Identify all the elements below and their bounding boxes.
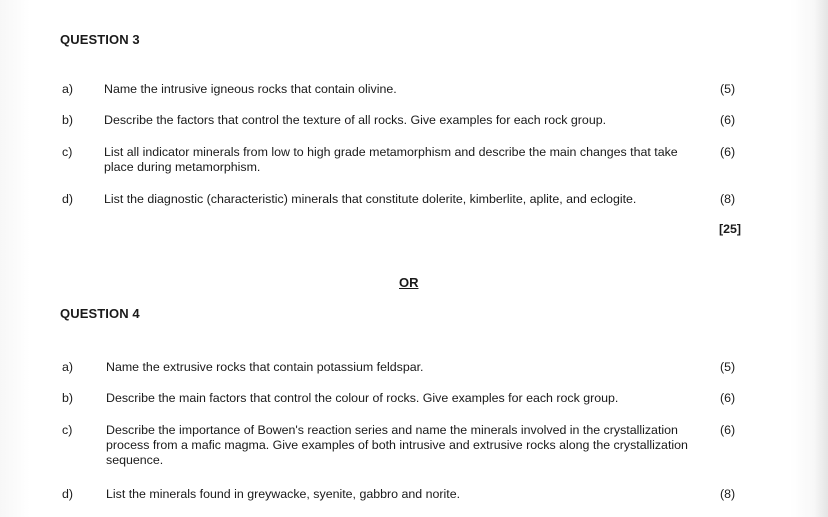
- q3-item-b-mark: (6): [720, 113, 736, 127]
- q4-item-a-mark: (5): [720, 360, 736, 374]
- q3-item-c-text: List all indicator minerals from low to high grade metamorphism and describe the main changes that take place during metamorphism.: [104, 145, 678, 174]
- page-edge-shadow: [814, 0, 828, 517]
- q4-item-c-letter: c): [62, 423, 73, 437]
- question-3-title: QUESTION 3: [60, 32, 140, 47]
- q3-item-a-mark: (5): [720, 82, 736, 96]
- q4-item-a-text: Name the extrusive rocks that contain potassium feldspar.: [106, 360, 424, 374]
- q4-item-b-mark: (6): [720, 391, 736, 405]
- q3-item-d-text: List the diagnostic (characteristic) minerals that constitute dolerite, kimberlite, aplite, and eclogite.: [104, 192, 637, 206]
- q4-item-b-letter: b): [62, 391, 74, 405]
- or-separator: OR: [399, 275, 419, 290]
- q3-item-b-letter: b): [62, 113, 74, 127]
- q3-item-a-text: Name the intrusive igneous rocks that contain olivine.: [104, 82, 397, 96]
- q4-item-c-mark: (6): [720, 423, 736, 437]
- question-4-title: QUESTION 4: [60, 306, 140, 321]
- question-3-total-marks: [25]: [719, 222, 742, 236]
- q4-item-c-text: Describe the importance of Bowen's reaction series and name the minerals involved in the crystallization process from a mafic magma. Give examples of both intrusive and extrusive rocks along the crystallization sequence.: [106, 423, 688, 467]
- q4-item-d-mark: (8): [720, 487, 736, 501]
- q3-item-c-letter: c): [62, 145, 73, 159]
- q3-item-a-letter: a): [62, 82, 74, 96]
- q4-item-d-letter: d): [62, 487, 74, 501]
- q4-item-a-letter: a): [62, 360, 74, 374]
- q4-item-d-text: List the minerals found in greywacke, syenite, gabbro and norite.: [106, 487, 461, 501]
- q3-item-c-mark: (6): [720, 145, 736, 159]
- q3-item-d-letter: d): [62, 192, 74, 206]
- q3-item-d-mark: (8): [720, 192, 736, 206]
- q4-item-b-text: Describe the main factors that control the colour of rocks. Give examples for each rock group.: [106, 391, 619, 405]
- q3-item-b-text: Describe the factors that control the texture of all rocks. Give examples for each rock group.: [104, 113, 607, 127]
